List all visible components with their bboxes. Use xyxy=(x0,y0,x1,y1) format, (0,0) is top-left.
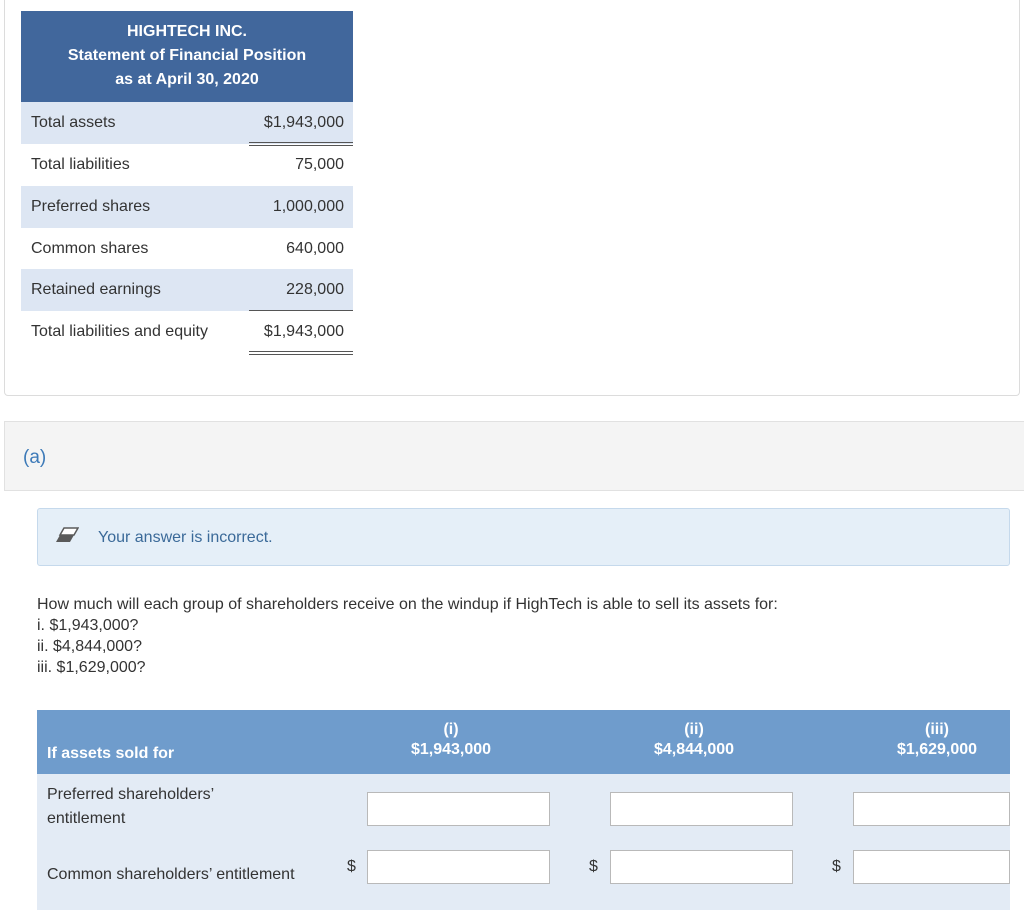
part-header xyxy=(4,421,1024,491)
statement-date: as at April 30, 2020 xyxy=(115,71,259,88)
part-label: (a) xyxy=(23,447,47,468)
statement-row-label: Preferred shares xyxy=(31,198,151,215)
statement-row-label: Common shares xyxy=(31,240,149,257)
question-text xyxy=(37,594,778,678)
answer-table-header xyxy=(37,710,1010,774)
column-amount: $4,844,000 xyxy=(653,741,735,758)
row-header-label: If assets sold for xyxy=(47,745,175,762)
statement-row-value: 1,000,000 xyxy=(272,198,344,215)
statement-row-label: Retained earnings xyxy=(31,281,161,298)
question-option: iii. $1,629,000? xyxy=(37,659,146,676)
double-underline xyxy=(249,351,353,355)
question-option: i. $1,943,000? xyxy=(37,617,139,634)
column-amount: $1,943,000 xyxy=(410,741,492,758)
statement-row-preferred-shares xyxy=(21,186,353,228)
feedback-banner xyxy=(37,508,1010,566)
question-option: ii. $4,844,000? xyxy=(37,638,142,655)
statement-row-value: $1,943,000 xyxy=(263,323,344,340)
statement-row-total-liabilities-equity xyxy=(21,311,353,353)
question-prompt: How much will each group of shareholders receive on the windup if HighTech is able to sell its assets for: xyxy=(37,596,778,613)
statement-row-label: Total assets xyxy=(31,114,116,131)
feedback-text: Your answer is incorrect. xyxy=(98,529,273,546)
statement-row-total-assets xyxy=(21,102,353,144)
row-label-common: Common shareholders’ entitlement xyxy=(47,866,295,883)
column-header-iii xyxy=(837,720,1024,760)
answer-row-common xyxy=(37,838,1010,910)
statement-row-label: Total liabilities xyxy=(31,156,130,173)
column-roman: (ii) xyxy=(684,721,704,738)
common-entitlement-input-ii[interactable] xyxy=(610,850,793,884)
common-entitlement-input-i[interactable] xyxy=(367,850,550,884)
currency-symbol: $ xyxy=(347,858,356,875)
preferred-entitlement-input-iii[interactable] xyxy=(853,792,1010,826)
common-entitlement-input-iii[interactable] xyxy=(853,850,1010,884)
preferred-entitlement-input-i[interactable] xyxy=(367,792,550,826)
row-label-preferred: Preferred shareholders’ entitlement xyxy=(47,786,214,827)
column-roman: (iii) xyxy=(925,721,949,738)
currency-symbol: $ xyxy=(589,858,598,875)
column-amount: $1,629,000 xyxy=(896,741,978,758)
answer-row-preferred xyxy=(37,774,1010,838)
eraser-icon xyxy=(55,527,79,543)
statement-header xyxy=(21,11,353,102)
column-header-i xyxy=(351,720,551,760)
statement-row-common-shares xyxy=(21,228,353,270)
statement-row-value: 640,000 xyxy=(286,240,344,257)
preferred-entitlement-input-ii[interactable] xyxy=(610,792,793,826)
statement-row-value: $1,943,000 xyxy=(263,114,344,131)
column-header-ii xyxy=(594,720,794,760)
currency-symbol: $ xyxy=(832,858,841,875)
statement-row-total-liabilities xyxy=(21,144,353,186)
statement-title: Statement of Financial Position xyxy=(67,47,307,64)
statement-row-retained-earnings xyxy=(21,269,353,311)
statement-row-value: 75,000 xyxy=(295,156,344,173)
column-roman: (i) xyxy=(443,721,459,738)
company-name: HIGHTECH INC. xyxy=(127,23,247,40)
statement-row-label: Total liabilities and equity xyxy=(31,323,208,340)
statement-row-value: 228,000 xyxy=(286,281,344,298)
